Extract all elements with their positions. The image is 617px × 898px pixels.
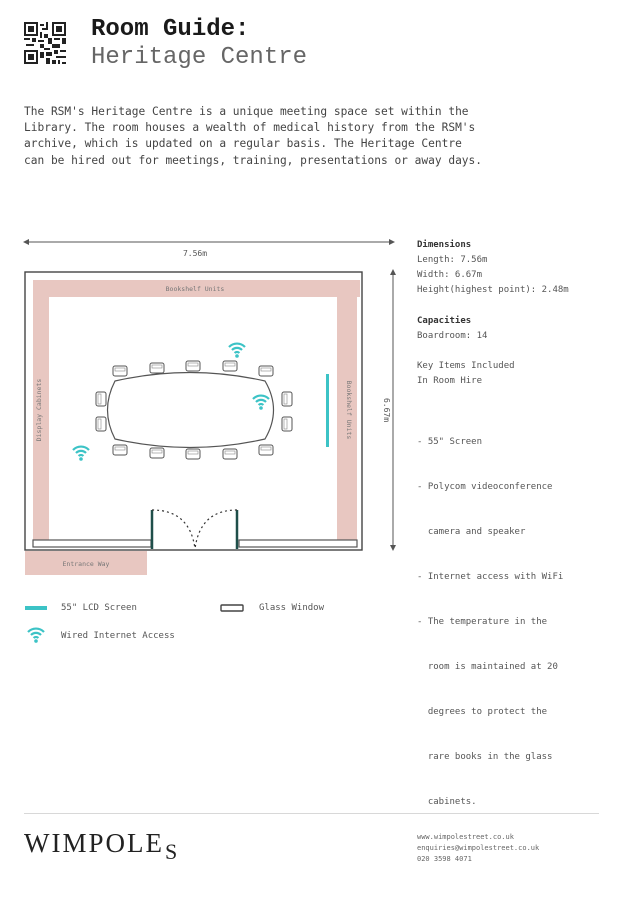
chair [96, 417, 106, 431]
list-item: - The temperature in the [417, 617, 548, 627]
included-heading: In Room Hire [417, 376, 483, 386]
legend-window-label: Glass Window [259, 603, 325, 613]
list-item: camera and speaker [417, 527, 526, 537]
website-link[interactable]: www.wimpolestreet.co.uk [417, 833, 514, 841]
depth-dimension-label: 6.67m [382, 397, 391, 423]
chair [186, 449, 200, 459]
legend-screen-swatch [25, 606, 47, 610]
lcd-screen [326, 374, 329, 447]
list-item: rare books in the glass [417, 752, 553, 762]
list-item: degrees to protect the [417, 707, 548, 717]
chair [113, 366, 127, 376]
included-items [417, 405, 563, 825]
legend-wifi-icon [28, 629, 44, 643]
chair [282, 392, 292, 406]
chair [282, 417, 292, 431]
length-value: Length: 7.56m [417, 255, 488, 265]
chair [259, 445, 273, 455]
logo-mark: S [164, 839, 180, 864]
list-item: room is maintained at 20 [417, 662, 558, 672]
right-wall-label: Bookshelf Units [345, 380, 353, 440]
left-wall-label: Display Cabinets [35, 378, 43, 442]
intro-line: Library. The room houses a wealth of medical history from the RSM's [24, 121, 476, 135]
height-value: Height(highest point): 2.48m [417, 285, 569, 295]
chair [186, 361, 200, 371]
phone-number: 020 3598 4071 [417, 855, 472, 863]
glass-window [239, 540, 357, 547]
contact-details [417, 832, 539, 865]
included-heading: Key Items Included [417, 361, 515, 371]
email-link[interactable]: enquiries@wimpolestreet.co.uk [417, 844, 540, 852]
chair [150, 448, 164, 458]
chair [259, 366, 273, 376]
capacities-heading: Capacities [417, 316, 472, 326]
dimensions-heading: Dimensions [417, 240, 472, 250]
boardroom-table [108, 373, 274, 448]
list-item: - Polycom videoconference [417, 482, 553, 492]
legend-screen-label: 55" LCD Screen [61, 603, 137, 613]
chair [223, 449, 237, 459]
entrance-way-label: Entrance Way [62, 560, 110, 568]
dimensions-section [417, 238, 569, 298]
chair [96, 392, 106, 406]
width-value: Width: 6.67m [417, 270, 483, 280]
page-subtitle: Heritage Centre [91, 44, 308, 71]
list-item: cabinets. [417, 797, 477, 807]
list-item: - Internet access with WiFi [417, 572, 564, 582]
glass-window [33, 540, 151, 547]
intro-line: can be hired out for meetings, training, presentations or away days. [24, 153, 483, 167]
intro-line: archive, which is updated on a regular basis. The Heritage Centre [24, 137, 462, 151]
logo-text: WIMPOLE [24, 828, 164, 858]
width-dimension-label: 7.56m [182, 249, 208, 258]
page-title: Room Guide: [91, 16, 250, 43]
chair [150, 363, 164, 373]
list-item: - 55" Screen [417, 437, 483, 447]
boardroom-capacity: Boardroom: 14 [417, 331, 488, 341]
company-logo [24, 828, 180, 864]
chair [113, 445, 127, 455]
legend-window-swatch [221, 605, 243, 611]
footer-divider [24, 813, 599, 814]
top-wall-label: Bookshelf Units [165, 285, 225, 293]
capacities-section [417, 314, 487, 344]
intro-line: The RSM's Heritage Centre is a unique meeting space set within the [24, 105, 469, 118]
chair [223, 361, 237, 371]
included-section [417, 359, 515, 389]
legend-wifi-label: Wired Internet Access [61, 631, 175, 641]
